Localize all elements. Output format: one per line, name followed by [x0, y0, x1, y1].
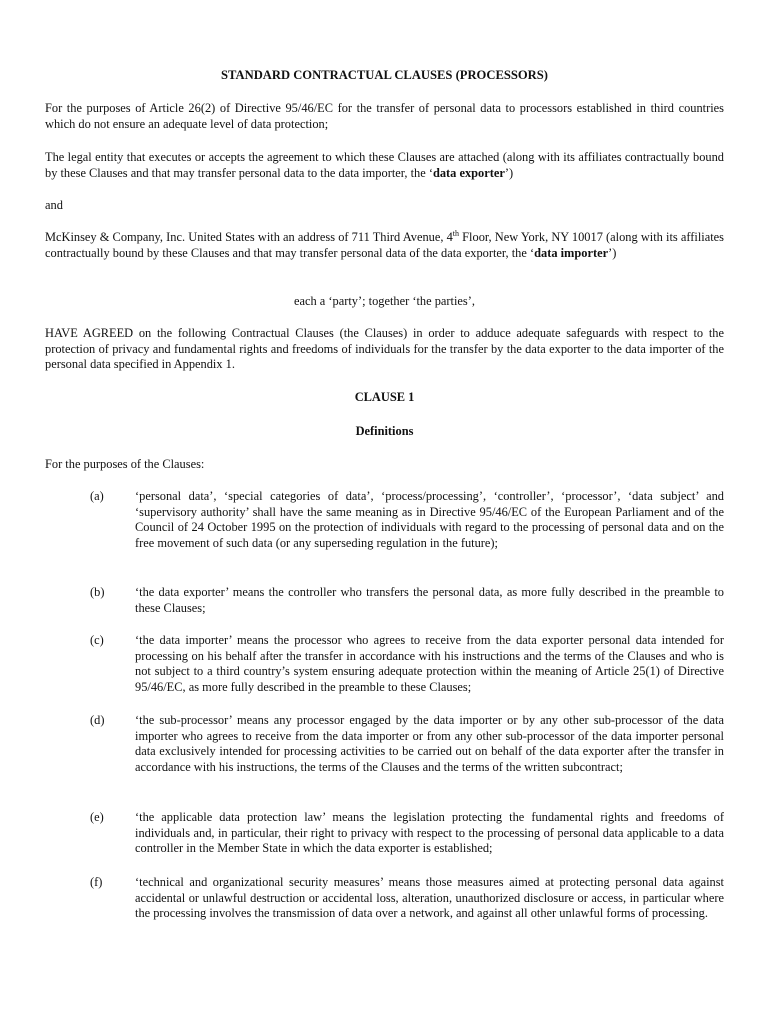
data-importer-term: data importer — [534, 245, 609, 260]
data-importer-text-2: Floor, New York, NY 10017 (along with its affiliates contractually bound by these Clauses and that may transfer personal data of the data exporter, the ‘ — [45, 230, 724, 260]
item-text: ‘personal data’, ‘special categories of data’, ‘process/processing’, ‘controller’, ‘processor’, ‘data subject’ and ‘supervisory authority’ shall have the same meaning as in Directive 95/46/EC of the European Parliament and of the Council of 24 October 1995 on the protection of individuals with regard to the processing of personal data and on the free movement of such data (or any superseding regulation in the future); — [135, 489, 724, 550]
purposes-line: For the purposes of the Clauses: — [45, 457, 205, 471]
data-importer-close: ’) — [608, 245, 617, 260]
data-importer-paragraph — [45, 230, 724, 261]
clause-heading: CLAUSE 1 — [354, 390, 415, 404]
intro-paragraph: For the purposes of Article 26(2) of Directive 95/46/EC for the transfer of personal data to processors established in third countries which do not ensure an adequate level of data protection; — [45, 101, 724, 131]
and-line: and — [45, 198, 63, 212]
item-letter: (b) — [90, 585, 105, 599]
agreed-paragraph: HAVE AGREED on the following Contractual Clauses (the Clauses) in order to adduce adequate safeguards with respect to the protection of privacy and fundamental rights and freedoms of individuals for the transfer by the data exporter to the data importer of the personal data specified in Appendix 1. — [45, 326, 724, 371]
clause-subheading: Definitions — [355, 424, 414, 438]
item-letter: (c) — [90, 633, 104, 647]
document-title: STANDARD CONTRACTUAL CLAUSES (PROCESSORS) — [221, 68, 548, 82]
item-text: ‘the sub-processor’ means any processor engaged by the data importer or by any other sub-processor of the data importer who agrees to receive from the data importer or from any other sub-processor of the data importer personal data exclusively intended for processing activities to be carried out on behalf of the data exporter after the transfer in accordance with his instructions, the terms of the Clauses and the terms of the written subcontract; — [135, 713, 724, 774]
item-letter: (f) — [90, 875, 103, 889]
item-letter: (a) — [90, 489, 104, 503]
item-text: ‘the applicable data protection law’ means the legislation protecting the fundamental rights and freedoms of individuals and, in particular, their right to privacy with respect to the processing of personal data applicable to a data controller in the Member State in which the data exporter is established; — [135, 810, 724, 855]
item-text: ‘the data importer’ means the processor who agrees to receive from the data exporter personal data intended for processing on his behalf after the transfer in accordance with his instructions and the terms of the Clauses and who is not subject to a third country’s system ensuring adequate protection within the meaning of Article 25(1) of Directive 95/46/EC, as more fully described in the preamble to these Clauses; — [135, 633, 724, 694]
parties-line: each a ‘party’; together ‘the parties’, — [294, 294, 475, 308]
item-letter: (d) — [90, 713, 105, 727]
data-exporter-paragraph — [45, 150, 724, 181]
floor-superscript: th — [452, 228, 460, 238]
item-text: ‘technical and organizational security measures’ means those measures aimed at protecting personal data against accidental or unlawful destruction or accidental loss, alteration, unauthorized disclosure or access, in particular where the processing involves the transmission of data over a network, and against all other unlawful forms of processing. — [135, 875, 724, 920]
item-letter: (e) — [90, 810, 104, 824]
data-exporter-close: ’) — [504, 165, 514, 180]
item-text: ‘the data exporter’ means the controller who transfers the personal data, as more fully described in the preamble to these Clauses; — [135, 585, 724, 615]
data-exporter-term: data exporter — [432, 165, 505, 180]
data-exporter-text: The legal entity that executes or accepts the agreement to which these Clauses are attached (along with its affiliates contractually bound by these Clauses and that may transfer personal data to the data importer, the ‘ — [45, 150, 724, 180]
data-importer-text: McKinsey & Company, Inc. United States with an address of 711 Third Avenue, 4 — [45, 230, 453, 244]
